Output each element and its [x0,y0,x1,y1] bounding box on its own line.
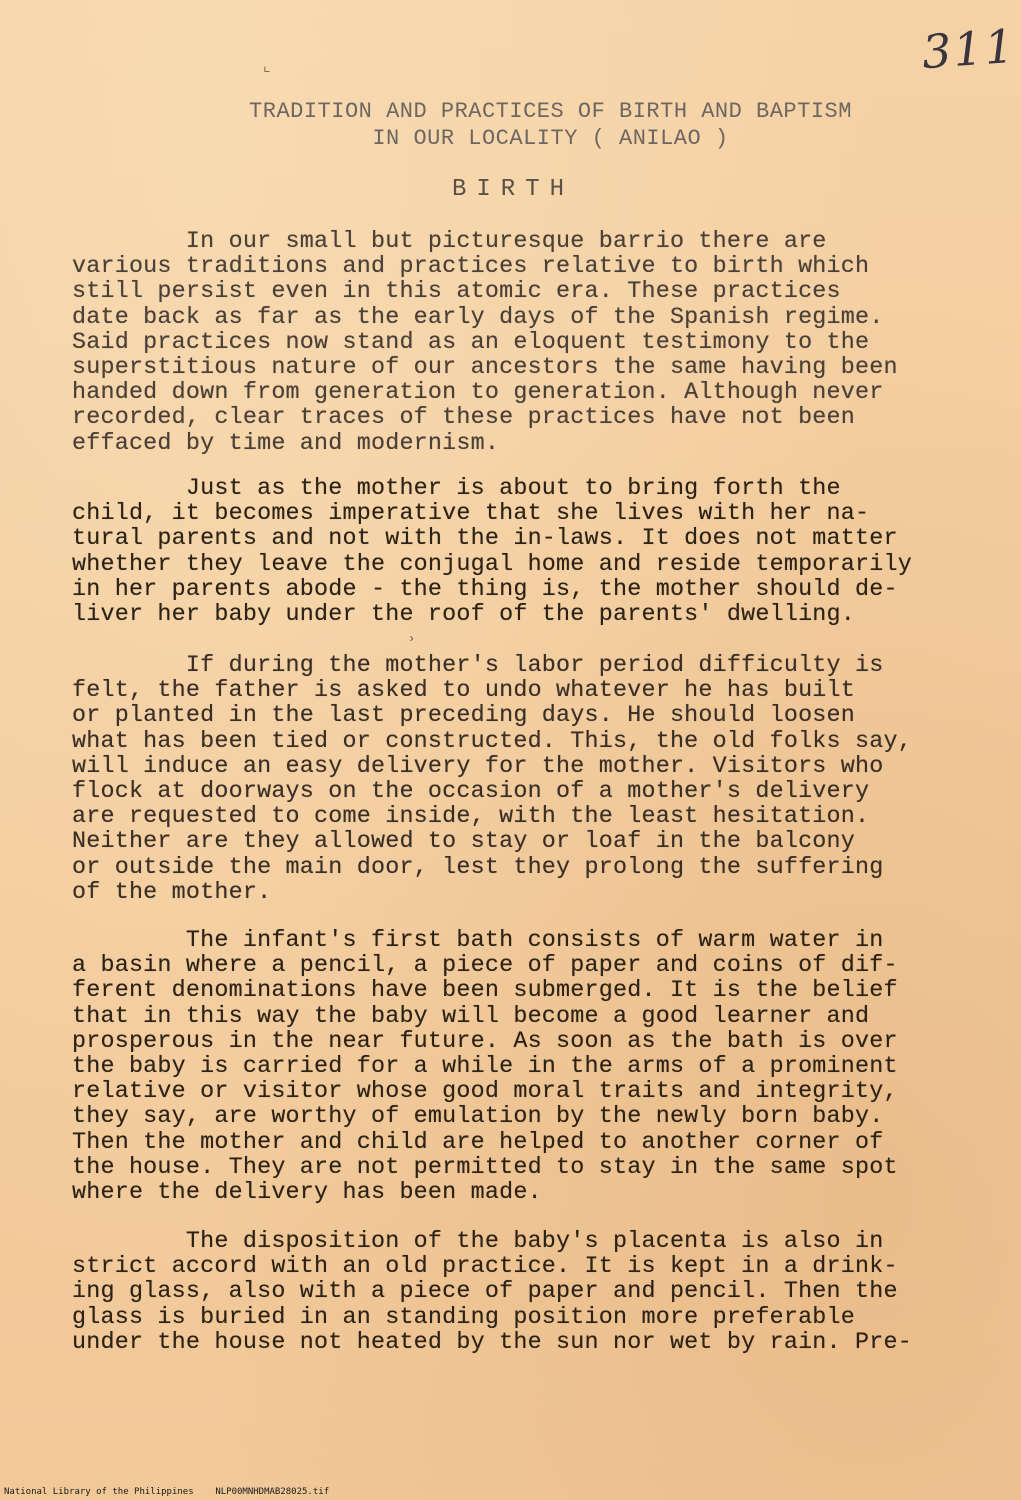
stray-ink-mark: › [408,632,416,646]
paragraph-2: Just as the mother is about to bring forth the child, it becomes imperative that she lives with her na- tural parents and not with the in-laws. It does not matter whether they leave the conjugal home and reside temporarily in her parents abode - the thing is, the mother should de- liver her baby under the roof of the parents' dwelling. [72,476,912,629]
document-title [0,98,1021,152]
title-line-2: IN OUR LOCALITY ( ANILAO ) [372,126,729,151]
section-heading-birth: BIRTH [452,176,575,203]
paragraph-5: The disposition of the baby's placenta is also in strict accord with an old practice. It is kept in a drink- ing glass, also with a piece of paper and pencil. Then the glass is buried in an standing position more preferable under the house not heated by the sun nor wet by rain. Pre- [72,1229,912,1356]
paragraph-1: In our small but picturesque barrio there are various traditions and practices relative to birth which still persist even in this atomic era. These practices date back as far as the early days of the Spanish regime. Said practices now stand as an eloquent testimony to the superstitious nature of our ancestors the same having been handed down from generation to generation. Although never recorded, clear traces of these practices have not been effaced by time and modernism. [72,229,898,457]
pencil-tick-mark: ⌞ [262,58,272,76]
archive-footer: National Library of the Philippines NLP00MNHDMAB28025.tif [4,1487,330,1497]
handwritten-page-number: 311 [920,18,1018,80]
paragraph-3: If during the mother's labor period difficulty is felt, the father is asked to undo whatever he has built or planted in the last preceding days. He should loosen what has been tied or constructed. This, the old folks say, will induce an easy delivery for the mother. Visitors who flock at doorways on the occasion of a mother's delivery are requested to come inside, with the least hesitation. Neither are they allowed to stay or loaf in the balcony or outside the main door, lest they prolong the suffering of the mother. [72,653,912,906]
paragraph-4: The infant's first bath consists of warm water in a basin where a pencil, a piece of paper and coins of dif- ferent denominations have been submerged. It is the belief that in this way the baby will become a good learner and prosperous in the near future. As soon as the bath is over the baby is carried for a while in the arms of a prominent relative or visitor whose good moral traits and integrity, they say, are worthy of emulation by the newly born baby. Then the mother and child are helped to another corner of the house. They are not permitted to stay in the same spot where the delivery has been made. [72,928,898,1207]
title-line-1: TRADITION AND PRACTICES OF BIRTH AND BAPTISM [249,99,852,124]
